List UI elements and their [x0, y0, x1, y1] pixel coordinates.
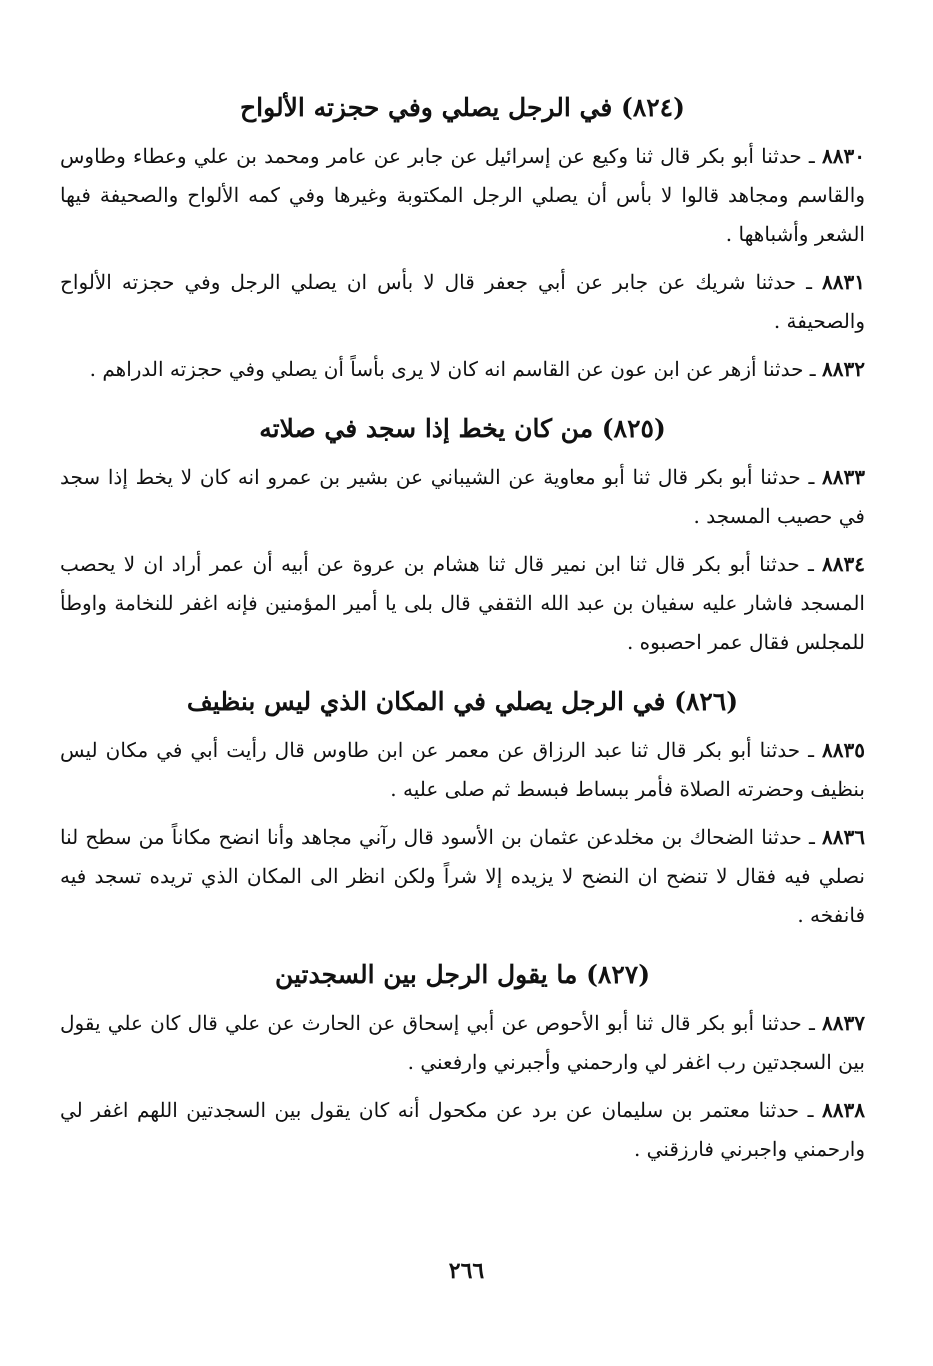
hadith-entry: ٨٨٣٨ ـ حدثنا معتمر بن سليمان عن برد عن مكحول أنه كان يقول بين السجدتين اللهم اغفر لي وارحمني واجبرني فارزقني .	[60, 1098, 865, 1161]
hadith-entry: ٨٨٣١ ـ حدثنا شريك عن جابر عن أبي جعفر قال لا بأس ان يصلي الرجل وفي حجزته الألواح والصحيفة .	[60, 270, 865, 333]
section-heading: (٨٢٥) من كان يخط إذا سجد في صلاته	[259, 414, 666, 443]
hadith-number: ٨٨٣٢	[822, 357, 865, 381]
hadith-entry: ٨٨٣٧ ـ حدثنا أبو بكر قال ثنا أبو الأحوص عن أبي إسحاق عن الحارث عن علي قال كان علي يقول بين السجدتين رب اغفر لي وارحمني وأجبرني وارفعني .	[60, 1011, 866, 1074]
hadith-text: حدثنا أبو بكر قال ثنا أبو معاوية عن الشيباني عن بشير بن عمرو انه كان لا يخط إذا سجد في حصيب المسجد .	[60, 465, 865, 528]
hadith-number: ٨٨٣٣	[822, 465, 865, 489]
section-heading: (٨٢٧) ما يقول الرجل بين السجدتين	[274, 960, 651, 989]
hadith-text: حدثنا أزهر عن ابن عون عن القاسم انه كان لا يرى بأساً أن يصلي وفي حجزته الدراهم .	[89, 357, 804, 381]
section-826	[60, 684, 865, 935]
hadith-text: حدثنا أبو بكر قال ثنا وكيع عن إسرائيل عن جابر عن عامر ومحمد بن علي وعطاء وطاوس والقاسم ومجاهد قالوا لا بأس أن يصلي الرجل المكتوبة وغيرها وفي كمه الألواح والصحيفة فيها الشعر وأشباهها .	[60, 144, 865, 246]
hadith-number: ٨٨٣٦	[822, 825, 865, 849]
section-827	[60, 957, 865, 1169]
hadith-entry: ٨٨٣٥ ـ حدثنا أبو بكر قال ثنا عبد الرزاق عن معمر عن ابن طاوس قال رأيت أبي في مكان ليس بنظيف وحضرته الصلاة فأمر ببساط فبسط ثم صلى عليه .	[60, 738, 865, 801]
hadith-entry: ٨٨٣٣ ـ حدثنا أبو بكر قال ثنا أبو معاوية عن الشيباني عن بشير بن عمرو انه كان لا يخط إذا سجد في حصيب المسجد .	[60, 465, 865, 528]
hadith-number: ٨٨٣٠	[822, 144, 865, 168]
hadith-entry: ٨٨٣٤ ـ حدثنا أبو بكر قال ثنا ابن نمير قال ثنا هشام بن عروة عن أبيه أن عمر أراد ان لا يحصب المسجد فاشار عليه سفيان بن عبد الله الثقفي قال بلى يا أمير المؤمنين فإنه اغفر للنخامة واوطأ للمجلس فقال عمر احصبوه .	[60, 552, 866, 654]
hadith-number: ٨٨٣٧	[822, 1011, 866, 1035]
section-heading: (٨٢٦) في الرجل يصلي في المكان الذي ليس بنظيف	[186, 687, 739, 716]
hadith-number: ٨٨٣١	[822, 270, 865, 294]
hadith-text: حدثنا أبو بكر قال ثنا ابن نمير قال ثنا هشام بن عروة عن أبيه أن عمر أراد ان لا يحصب المسجد فاشار عليه سفيان بن عبد الله الثقفي قال بلى يا أمير المؤمنين فإنه اغفر للنخامة واوطأ للمجلس فقال عمر احصبوه .	[60, 552, 865, 654]
section-825	[60, 411, 865, 662]
hadith-entry: ٨٨٣٠ ـ حدثنا أبو بكر قال ثنا وكيع عن إسرائيل عن جابر عن عامر ومحمد بن علي وعطاء وطاوس والقاسم ومجاهد قالوا لا بأس أن يصلي الرجل المكتوبة وغيرها وفي كمه الألواح والصحيفة فيها الشعر وأشباهها .	[60, 144, 865, 246]
hadith-text: حدثنا شريك عن جابر عن أبي جعفر قال لا بأس ان يصلي الرجل وفي حجزته الألواح والصحيفة .	[60, 270, 865, 333]
section-824	[60, 90, 865, 389]
hadith-text: حدثنا الضحاك بن مخلدعن عثمان بن الأسود قال رآني مجاهد وأنا انضح مكاناً من سطح لنا نصلي فيه فقال لا تنضح ان النضح لا يزيده إلا شراً ولكن انظر الى المكان الذي تريده تسجد فيه فانفخه .	[60, 825, 865, 927]
page-number: ٢٦٦	[448, 1258, 485, 1284]
document-page	[60, 90, 865, 1191]
section-heading: (٨٢٤) في الرجل يصلي وفي حجزته الألواح	[240, 93, 685, 122]
hadith-text: حدثنا أبو بكر قال ثنا عبد الرزاق عن معمر عن ابن طاوس قال رأيت أبي في مكان ليس بنظيف وحضرته الصلاة فأمر ببساط فبسط ثم صلى عليه .	[60, 738, 865, 801]
hadith-number: ٨٨٣٥	[822, 738, 865, 762]
hadith-text: حدثنا معتمر بن سليمان عن برد عن مكحول أنه كان يقول بين السجدتين اللهم اغفر لي وارحمني واجبرني فارزقني .	[60, 1098, 865, 1161]
hadith-text: حدثنا أبو بكر قال ثنا أبو الأحوص عن أبي إسحاق عن الحارث عن علي قال كان علي يقول بين السجدتين رب اغفر لي وارحمني وأجبرني وارفعني .	[60, 1011, 865, 1074]
hadith-entry: ٨٨٣٦ ـ حدثنا الضحاك بن مخلدعن عثمان بن الأسود قال رآني مجاهد وأنا انضح مكاناً من سطح لنا نصلي فيه فقال لا تنضح ان النضح لا يزيده إلا شراً ولكن انظر الى المكان الذي تريده تسجد فيه فانفخه .	[60, 825, 865, 927]
hadith-number: ٨٨٣٨	[822, 1098, 865, 1122]
hadith-number: ٨٨٣٤	[822, 552, 866, 576]
hadith-entry: ٨٨٣٢ ـ حدثنا أزهر عن ابن عون عن القاسم انه كان لا يرى بأساً أن يصلي وفي حجزته الدراهم .	[89, 357, 865, 381]
